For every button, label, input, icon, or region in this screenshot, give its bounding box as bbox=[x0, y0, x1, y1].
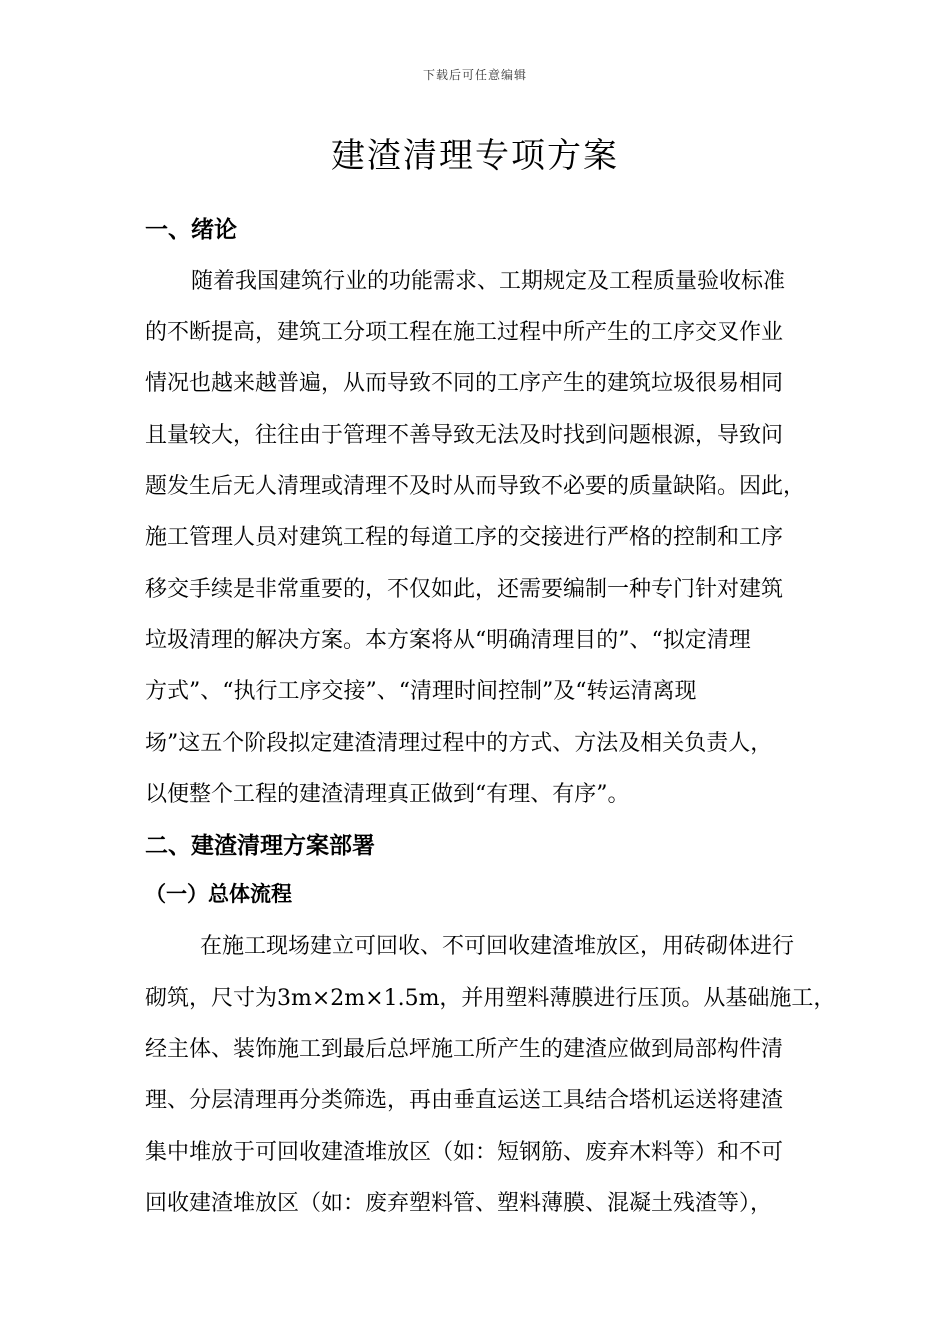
section-1-paragraph-line: 随着我国建筑行业的功能需求、工期规定及工程质量验收标准 bbox=[191, 269, 786, 294]
section-2-paragraph-line: 砌筑，尺寸为3m×2m×1.5m，并用塑料薄膜进行压顶。从基础施工， bbox=[145, 986, 836, 1011]
section-2-paragraph-line: 在施工现场建立可回收、不可回收建渣堆放区，用砖砌体进行 bbox=[200, 934, 795, 959]
section-1-paragraph-line: 且量较大，往往由于管理不善导致无法及时找到问题根源，导致问 bbox=[145, 423, 784, 448]
section-2-heading: 二、建渣清理方案部署 bbox=[145, 833, 375, 859]
section-1-paragraph-line: 情况也越来越普遍，从而导致不同的工序产生的建筑垃圾很易相同 bbox=[145, 371, 784, 396]
section-1-paragraph-line: 题发生后无人清理或清理不及时从而导致不必要的质量缺陷。因此， bbox=[145, 474, 806, 499]
section-2-paragraph-line: 经主体、装饰施工到最后总坪施工所产生的建渣应做到局部构件清 bbox=[145, 1037, 784, 1062]
section-1-paragraph-line: 以便整个工程的建渣清理真正做到“有理、有序”。 bbox=[145, 782, 630, 807]
section-1-paragraph-line: 方式”、“执行工序交接”、“清理时间控制”及“转运清离现 bbox=[145, 679, 697, 704]
section-1-heading: 一、绪论 bbox=[145, 217, 237, 243]
section-1-paragraph-line: 移交手续是非常重要的，不仅如此，还需要编制一种专门针对建筑 bbox=[145, 577, 784, 602]
section-2-paragraph-line: 集中堆放于可回收建渣堆放区（如：短钢筋、废弃木料等）和不可 bbox=[145, 1140, 784, 1165]
section-2-paragraph-line: 回收建渣堆放区（如：废弃塑料管、塑料薄膜、混凝土残渣等）， bbox=[145, 1191, 773, 1216]
section-1-paragraph-line: 施工管理人员对建筑工程的每道工序的交接进行严格的控制和工序 bbox=[145, 525, 784, 550]
section-1-paragraph-line: 场”这五个阶段拟定建渣清理过程中的方式、方法及相关负责人， bbox=[145, 731, 773, 756]
section-2-subheading: （一）总体流程 bbox=[145, 881, 292, 906]
section-2-paragraph-line: 理、分层清理再分类筛选，再由垂直运送工具结合塔机运送将建渣 bbox=[145, 1088, 784, 1113]
document-title: 建渣清理专项方案 bbox=[331, 136, 619, 176]
header-note: 下载后可任意编辑 bbox=[422, 68, 527, 82]
section-1-paragraph-line: 的不断提高，建筑工分项工程在施工过程中所产生的工序交叉作业 bbox=[145, 320, 784, 345]
section-1-paragraph-line: 垃圾清理的解决方案。本方案将从“明确清理目的”、“拟定清理 bbox=[145, 628, 751, 653]
